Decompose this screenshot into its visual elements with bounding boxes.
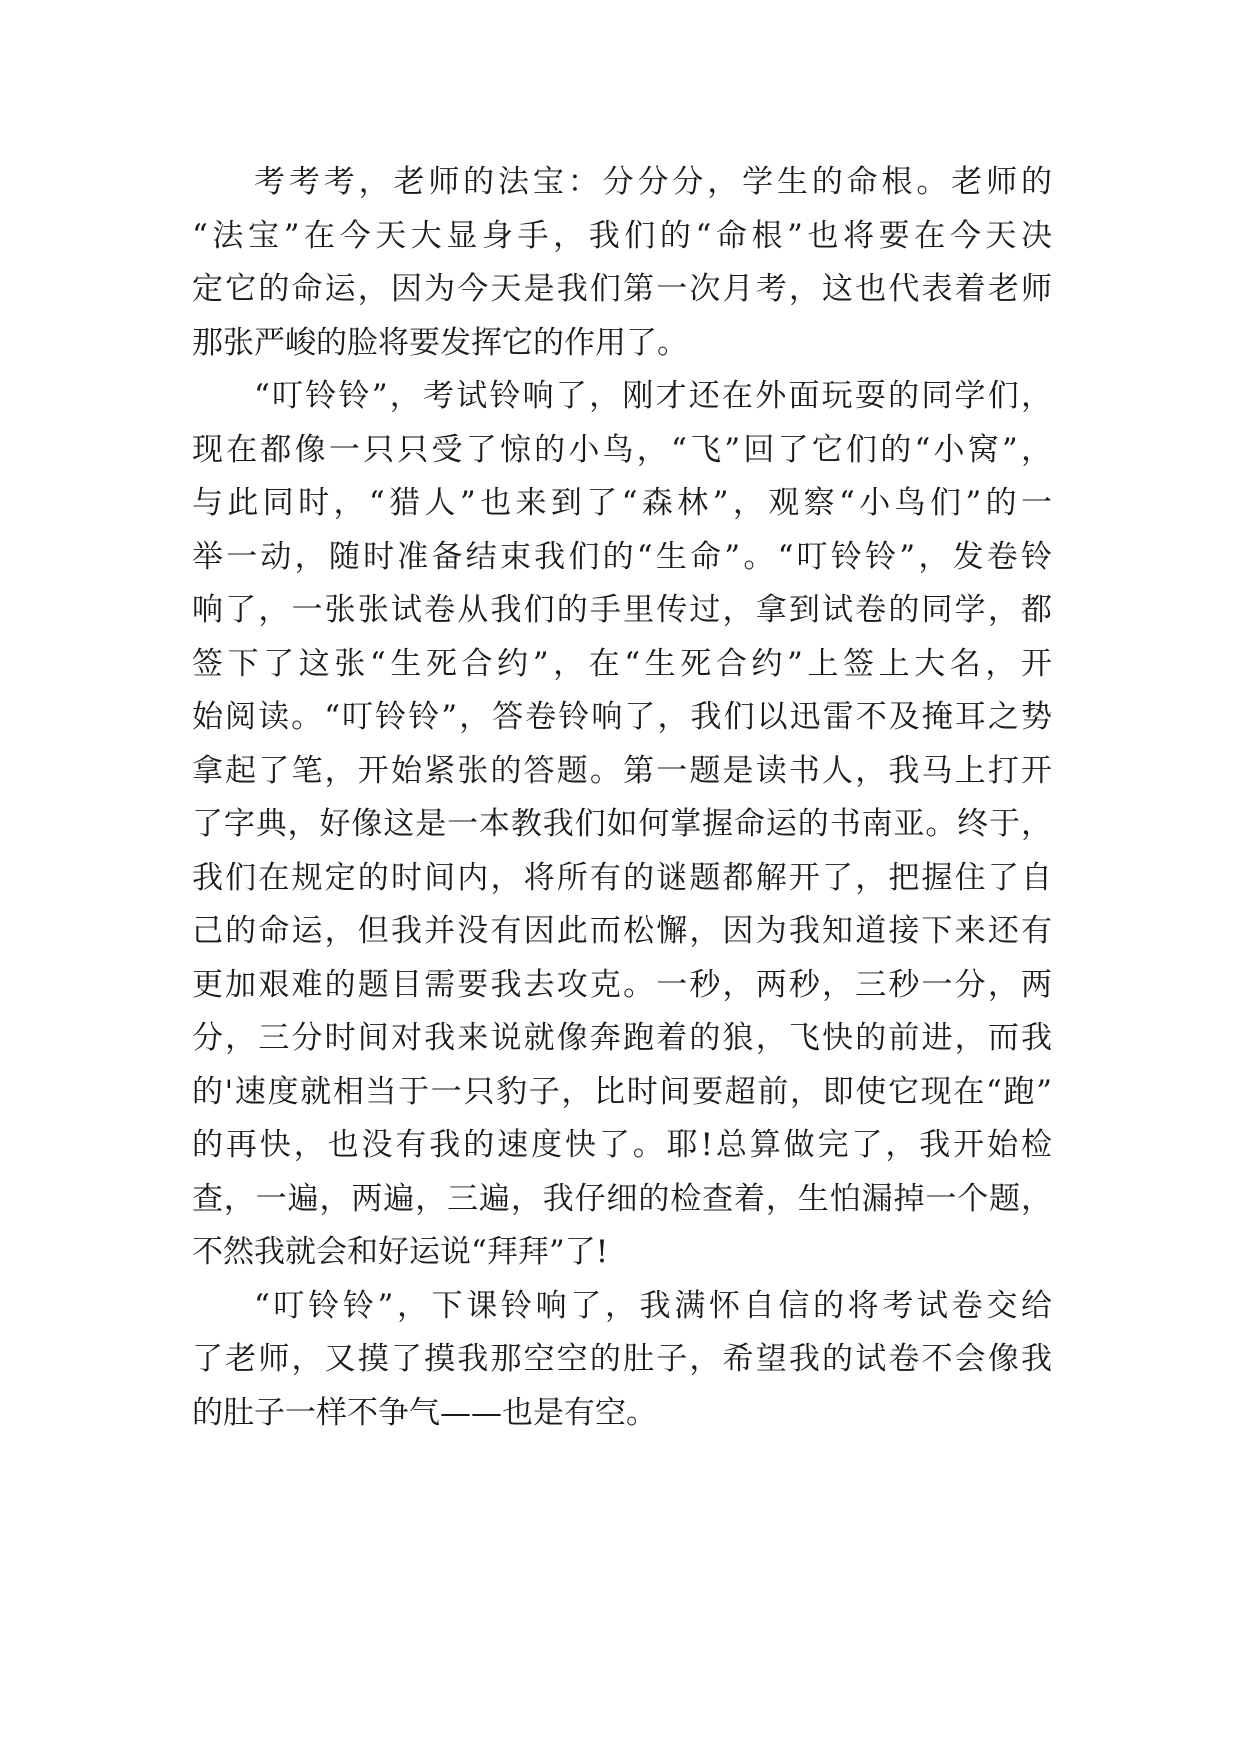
paragraph-line: 查，一遍，两遍，三遍，我仔细的检查着，生怕漏掉一个题， <box>192 1180 1052 1217</box>
paragraph-line: 签下了这张“生死合约”，在“生死合约”上签上大名，开 <box>192 645 1052 682</box>
essay-body <box>192 156 1052 1440</box>
paragraph-line: 了字典，好像这是一本教我们如何掌握命运的书南亚。终于， <box>192 806 1052 842</box>
paragraph-2 <box>192 370 1052 1280</box>
paragraph-line: 拿起了笔，开始紧张的答题。第一题是读书人，我马上打开 <box>192 752 1052 789</box>
paragraph-line: “叮铃铃”，下课铃响了，我满怀自信的将考试卷交给 <box>254 1287 1052 1324</box>
paragraph-3 <box>192 1280 1052 1441</box>
paragraph-line: 与此同时，“猎人”也来到了“森林”，观察“小鸟们”的一 <box>192 485 1052 521</box>
paragraph-line: 那张严峻的脸将要发挥它的作用了。 <box>192 324 688 361</box>
paragraph-line: 考考考，老师的法宝：分分分，学生的命根。老师的 <box>254 164 1052 200</box>
paragraph-line: “叮铃铃”，考试铃响了，刚才还在外面玩耍的同学们， <box>254 378 1052 414</box>
paragraph-line: 定它的命运，因为今天是我们第一次月考，这也代表着老师 <box>192 271 1052 307</box>
paragraph-line: 了老师，又摸了摸我那空空的肚子，希望我的试卷不会像我 <box>192 1341 1052 1377</box>
paragraph-line: 分，三分时间对我来说就像奔跑着的狼，飞快的前进，而我 <box>192 1020 1052 1056</box>
paragraph-line: 响了，一张张试卷从我们的手里传过，拿到试卷的同学，都 <box>192 592 1052 628</box>
paragraph-1 <box>192 156 1052 370</box>
paragraph-line: 举一动，随时准备结束我们的“生命”。“叮铃铃”，发卷铃 <box>192 538 1052 575</box>
paragraph-line: 现在都像一只只受了惊的小鸟，“飞”回了它们的“小窝”， <box>192 431 1052 468</box>
paragraph-line: 不然我就会和好运说“拜拜”了! <box>192 1234 609 1270</box>
paragraph-line: 更加艰难的题目需要我去攻克。一秒，两秒，三秒一分，两 <box>192 966 1052 1003</box>
paragraph-line: 始阅读。“叮铃铃”，答卷铃响了，我们以迅雷不及掩耳之势 <box>192 699 1052 735</box>
paragraph-line: 己的命运，但我并没有因此而松懈，因为我知道接下来还有 <box>192 913 1052 949</box>
paragraph-line: 的肚子一样不争气——也是有空。 <box>192 1394 657 1431</box>
paragraph-line: 我们在规定的时间内，将所有的谜题都解开了，把握住了自 <box>192 859 1052 896</box>
paragraph-line: “法宝”在今天大显身手，我们的“命根”也将要在今天决 <box>192 217 1052 254</box>
paragraph-line: 的再快，也没有我的速度快了。耶!总算做完了，我开始检 <box>192 1127 1052 1163</box>
paragraph-line: 的'速度就相当于一只豹子，比时间要超前，即使它现在“跑” <box>192 1073 1052 1110</box>
